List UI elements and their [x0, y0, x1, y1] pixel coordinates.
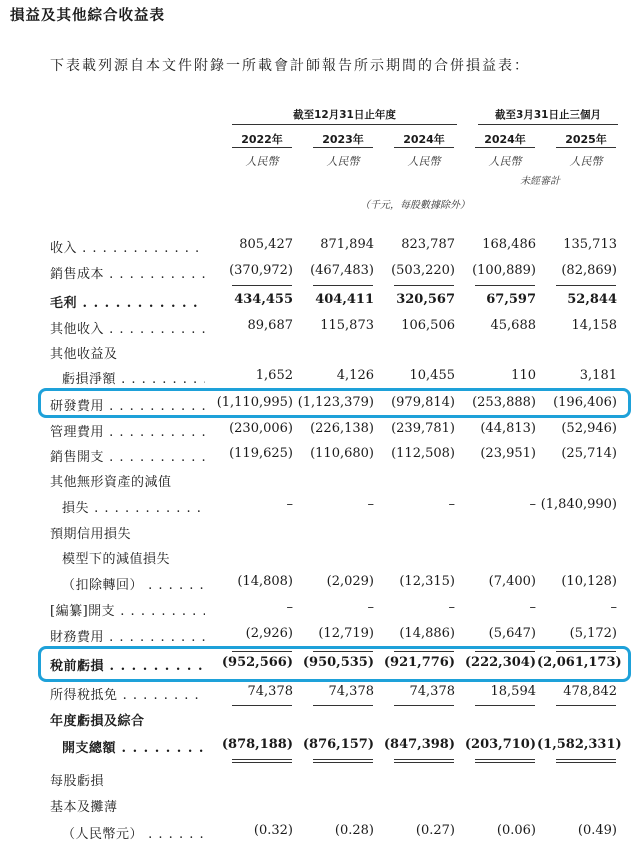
cell: 823,787: [401, 237, 455, 252]
cell: –: [529, 600, 536, 615]
cell: 871,894: [320, 237, 374, 252]
cell: (878,188): [221, 737, 293, 752]
table-row: [0, 823, 640, 845]
row-label: 模型下的減值損失: [62, 552, 171, 567]
cell: (1,840,990): [540, 497, 617, 512]
year-rule: [556, 147, 616, 148]
subtotal-rule: [313, 705, 373, 706]
row-label: 銷售成本 . . .: [50, 263, 205, 282]
cell: –: [286, 497, 293, 512]
subtotal-rule: [556, 651, 616, 652]
row-label: （人民幣元） . . .: [62, 823, 205, 842]
year-2024: 2024年: [403, 133, 445, 146]
cell: 1,652: [255, 368, 293, 383]
currency-label: 人民幣: [245, 155, 279, 168]
cell: (5,172): [569, 626, 617, 641]
table-row: [0, 446, 640, 468]
cell: 89,687: [247, 318, 293, 333]
header-rule-annual: [232, 124, 457, 125]
table-row: [0, 600, 640, 622]
row-label: 其他收入 . . .: [50, 318, 205, 337]
table-row: [0, 796, 640, 818]
year-rule: [475, 147, 535, 148]
cell: (370,972): [229, 263, 293, 278]
cell: 110: [511, 368, 536, 383]
cell: (952,566): [221, 655, 293, 670]
cell: (467,483): [310, 263, 374, 278]
row-label: 預期信用損失: [50, 527, 132, 542]
cell: 45,688: [490, 318, 536, 333]
cell: (950,535): [302, 655, 374, 670]
cell: (1,110,995): [216, 395, 293, 410]
row-label: 銷售開支 . . .: [50, 446, 205, 465]
cell: (23,951): [480, 446, 536, 461]
subtotal-rule: [394, 651, 454, 652]
cell: 434,455: [234, 292, 293, 307]
cell: (82,869): [561, 263, 617, 278]
row-label: 虧損淨額 . . .: [62, 368, 205, 387]
cell: (1,582,331): [537, 737, 622, 752]
cell: (0.32): [253, 823, 293, 838]
cell: –: [286, 600, 293, 615]
cell: (110,680): [310, 446, 374, 461]
cell: –: [367, 497, 374, 512]
total-double-rule: [394, 762, 454, 763]
row-label: [編纂]開支 . . .: [50, 600, 205, 619]
cell: (0.49): [577, 823, 617, 838]
cell: (100,889): [472, 263, 536, 278]
cell: (239,781): [391, 421, 455, 436]
cell: (0.28): [334, 823, 374, 838]
year-rule: [313, 147, 373, 148]
subtotal-rule: [394, 285, 454, 286]
currency-label: 人民幣: [569, 155, 603, 168]
cell: 805,427: [239, 237, 293, 252]
table-row: [0, 684, 640, 706]
cell: (10,128): [561, 574, 617, 589]
table-row: [0, 318, 640, 340]
cell: 3,181: [579, 368, 617, 383]
cell: (12,315): [399, 574, 455, 589]
subtotal-rule: [475, 285, 535, 286]
year-2024-q1: 2024年: [484, 133, 526, 146]
cell: (119,625): [229, 446, 293, 461]
row-label: 毛利 . . .: [50, 292, 205, 311]
year-2022: 2022年: [241, 133, 283, 146]
cell: (1,123,379): [297, 395, 374, 410]
cell: 18,594: [490, 684, 536, 699]
cell: 14,158: [571, 318, 617, 333]
cell: (2,029): [326, 574, 374, 589]
cell: (0.27): [415, 823, 455, 838]
cell: 4,126: [336, 368, 374, 383]
row-label: 收入 . . .: [50, 237, 205, 256]
intro-text: 下表載列源自本文件附錄一所載會計師報告所示期間的合併損益表：: [50, 58, 530, 74]
table-row: [0, 421, 640, 443]
total-double-rule: [475, 762, 535, 763]
cell: 74,378: [409, 684, 455, 699]
cell: (921,776): [383, 655, 455, 670]
table-row: [0, 626, 640, 648]
table-row: [0, 770, 640, 792]
subtotal-rule: [232, 651, 292, 652]
cell: 115,873: [320, 318, 374, 333]
cell: 404,411: [315, 292, 374, 307]
year-rule: [232, 147, 292, 148]
subtotal-rule: [556, 705, 616, 706]
total-double-rule: [556, 762, 616, 763]
table-row: [0, 343, 640, 365]
subtotal-rule: [394, 705, 454, 706]
cell: –: [448, 600, 455, 615]
total-double-rule: [475, 759, 535, 760]
cell: (52,946): [561, 421, 617, 436]
header-group-annual: 截至12月31日止年度: [293, 109, 396, 121]
cell: 67,597: [486, 292, 536, 307]
currency-label: 人民幣: [488, 155, 522, 168]
cell: 135,713: [563, 237, 617, 252]
total-double-rule: [232, 759, 292, 760]
cell: (253,888): [472, 395, 536, 410]
row-label: 財務費用 . . .: [50, 626, 205, 645]
cell: (14,808): [237, 574, 293, 589]
cell: (876,157): [302, 737, 374, 752]
cell: (2,061,173): [537, 655, 622, 670]
subtotal-rule: [232, 705, 292, 706]
cell: (222,304): [464, 655, 536, 670]
cell: (44,813): [480, 421, 536, 436]
cell: (979,814): [391, 395, 455, 410]
cell: 320,567: [396, 292, 455, 307]
cell: 74,378: [328, 684, 374, 699]
table-row: [0, 395, 640, 417]
table-row: [0, 497, 640, 519]
subtotal-rule: [556, 285, 616, 286]
row-label: 管理費用 . . .: [50, 421, 205, 440]
table-row: [0, 548, 640, 570]
table-row: [0, 368, 640, 390]
table-row: [0, 263, 640, 285]
cell: 10,455: [409, 368, 455, 383]
cell: 52,844: [567, 292, 617, 307]
row-label: 每股虧損: [50, 774, 105, 789]
cell: (196,406): [553, 395, 617, 410]
table-row-gross-profit: [0, 292, 640, 314]
total-double-rule: [313, 759, 373, 760]
cell: (230,006): [229, 421, 293, 436]
unit-note: （千元，每股數據除外）: [360, 200, 470, 211]
total-double-rule: [394, 759, 454, 760]
cell: (112,508): [391, 446, 455, 461]
cell: 106,506: [401, 318, 455, 333]
cell: (7,400): [488, 574, 536, 589]
cell: (25,714): [561, 446, 617, 461]
row-label: 損失 . . .: [62, 497, 205, 516]
cell: 74,378: [247, 684, 293, 699]
cell: (226,138): [310, 421, 374, 436]
cell: 168,486: [482, 237, 536, 252]
row-label: 所得稅抵免 . . .: [50, 684, 205, 703]
currency-label: 人民幣: [407, 155, 441, 168]
cell: (503,220): [391, 263, 455, 278]
table-row: [0, 574, 640, 596]
unaudited-note: 未經審計: [520, 176, 560, 187]
table-row: [0, 471, 640, 493]
cell: (847,398): [383, 737, 455, 752]
row-label: 研發費用 . . .: [50, 395, 205, 414]
cell: –: [610, 600, 617, 615]
cell: (5,647): [488, 626, 536, 641]
row-label: （扣除轉回） . . .: [62, 574, 205, 593]
total-double-rule: [232, 762, 292, 763]
subtotal-rule: [475, 651, 535, 652]
table-row: [0, 710, 640, 732]
table-row: [0, 523, 640, 545]
subtotal-rule: [475, 705, 535, 706]
cell: (14,886): [399, 626, 455, 641]
row-label: 其他收益及: [50, 347, 118, 362]
cell: (203,710): [464, 737, 536, 752]
row-label: 其他無形資產的減值: [50, 475, 172, 490]
cell: (2,926): [245, 626, 293, 641]
cell: –: [448, 497, 455, 512]
table-row-total-comprehensive: [0, 737, 640, 759]
row-label: 基本及攤薄: [50, 800, 118, 815]
total-double-rule: [556, 759, 616, 760]
cell: (12,719): [318, 626, 374, 641]
year-2025-q1: 2025年: [565, 133, 607, 146]
cell: –: [367, 600, 374, 615]
cell: (0.06): [496, 823, 536, 838]
row-label: 年度虧損及綜合: [50, 714, 145, 729]
header-rule-quarter: [478, 124, 618, 125]
total-double-rule: [313, 762, 373, 763]
table-row: [0, 237, 640, 259]
year-rule: [394, 147, 454, 148]
subtotal-rule: [313, 285, 373, 286]
year-2023: 2023年: [322, 133, 364, 146]
header-group-quarter: 截至3月31日止三個月: [495, 109, 601, 121]
cell: –: [529, 497, 536, 512]
row-label: 稅前虧損 . . .: [50, 655, 205, 674]
row-label: 開支總額 . . .: [62, 737, 205, 756]
table-row-loss-before-tax: [0, 655, 640, 677]
cell: 478,842: [563, 684, 617, 699]
section-title: 損益及其他綜合收益表: [10, 8, 165, 24]
subtotal-rule: [313, 651, 373, 652]
subtotal-rule: [232, 285, 292, 286]
currency-label: 人民幣: [326, 155, 360, 168]
